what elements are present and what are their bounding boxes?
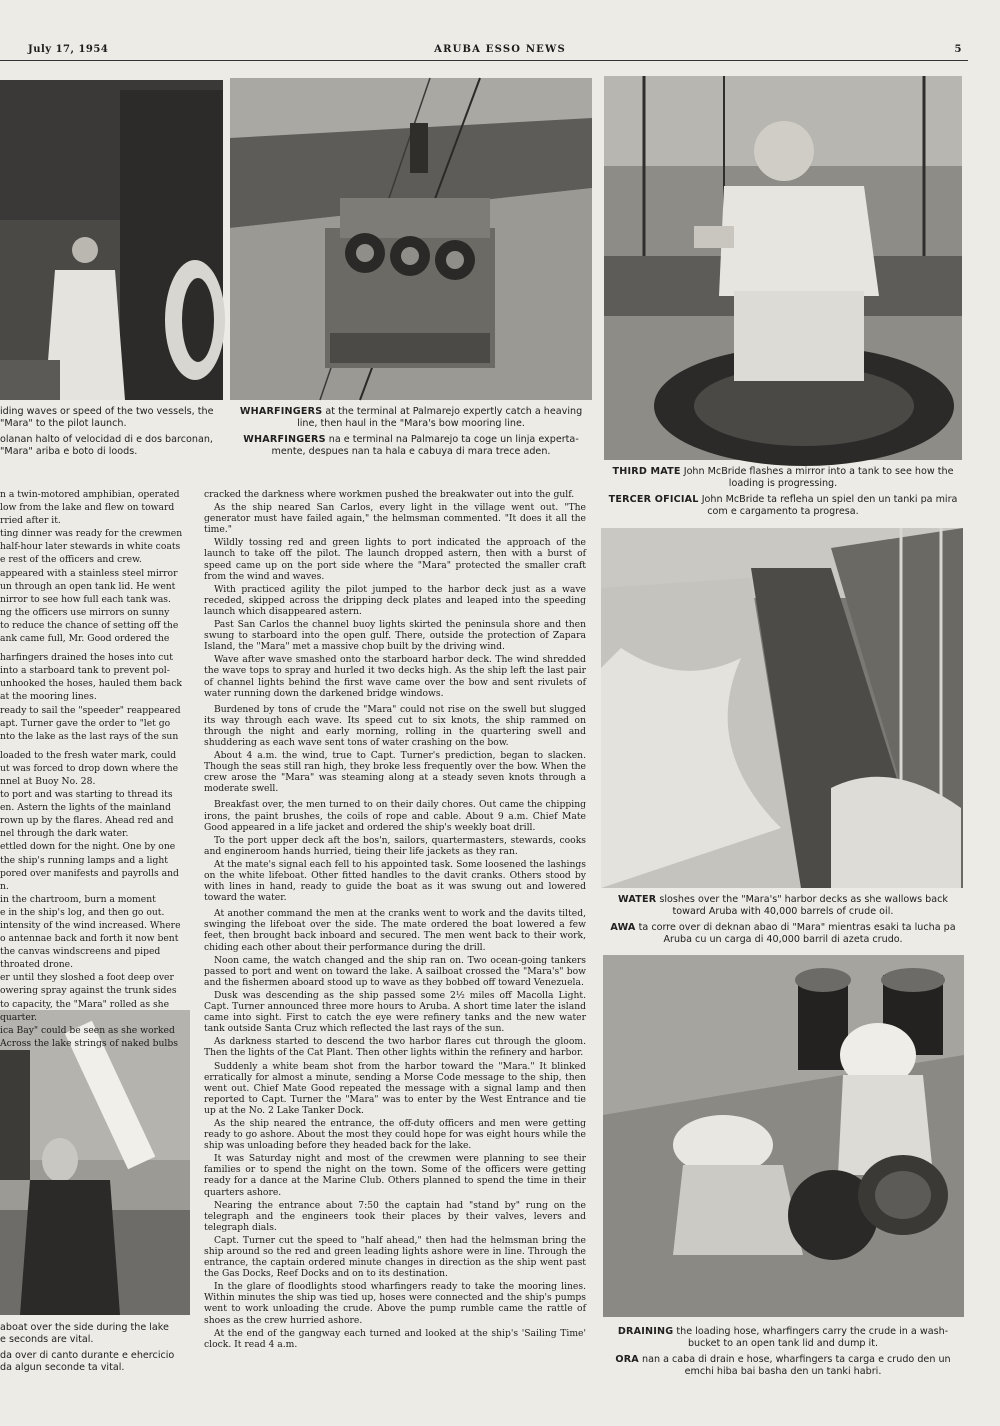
column-1-line: at the mooring lines. [0, 691, 97, 703]
column-2-paragraph: About 4 a.m. the wind, true to Capt. Turner's prediction, began to slacken. Though the seas still ran high, they broke less frequently over the bow. When the crew arose the "Mara" was steaming along at a steady seven knots through a moderate swell. [204, 750, 586, 795]
column-1-line: Across the lake strings of naked bulbs [0, 1037, 178, 1049]
caption-water [604, 894, 962, 950]
caption-draining-pap-lead: ORA [615, 1353, 639, 1365]
caption-pilot-launch-en-2: "Mara" to the pilot launch. [0, 418, 127, 430]
caption-wharfingers-pap-lead: WHARFINGERS [243, 433, 326, 445]
column-1-line: nel through the dark water. [0, 828, 129, 840]
caption-draining [604, 1326, 962, 1382]
caption-third-mate [604, 466, 962, 522]
column-2-paragraph: Burdened by tons of crude the "Mara" could not rise on the swell but slugged its way through each wave. Its speed cut to six knots, the ship rammed on through the night and early morning, rolling in the quartering swell and shuddering as each wave sent tons of water crashing on the bow. [204, 703, 586, 748]
column-2-paragraph: As darkness started to descend the two harbor flares cut through the gloom. Then the lights of the Cat Plant. Then other lights within the refinery and harbor. [204, 1036, 586, 1059]
caption-pilot-launch-en-1: iding waves or speed of the two vessels, the [0, 406, 214, 417]
issue-date: July 17, 1954 [28, 44, 109, 55]
column-1-line: n a twin-motored amphibian, operated [0, 489, 180, 500]
column-1-line: ica Bay" could be seen as she worked [0, 1024, 175, 1036]
column-1-line: into a starboard tank to prevent pol- [0, 665, 170, 677]
photo-pilot-launch [0, 80, 223, 400]
photo-wharfingers [230, 78, 592, 400]
column-2-paragraph: Wave after wave smashed onto the starboard harbor deck. The wind shredded the wave tops to spray and hurled it two decks high. As the ship left the last pair of channel lights behind the first wave came over the bow and sent rivulets of water running down the darkened bridge windows. [204, 654, 586, 699]
column-1-line: in the chartroom, burn a moment [0, 893, 156, 905]
column-1-line: ut was forced to drop down where the [0, 762, 179, 774]
column-2-paragraph: cracked the darkness where workmen pushed the breakwater out into the gulf. [204, 489, 575, 500]
column-2-paragraph: Wildly tossing red and green lights to port indicated the approach of the launch to take off the pilot. The launch dropped astern, then with a burst of speed came up on the port side where the "Mara" protected the smaller craft from the wind and waves. [204, 537, 586, 582]
caption-wharfingers [232, 406, 590, 462]
caption-wharfingers-en-lead: WHARFINGERS [239, 406, 323, 417]
caption-draining-pap: nan a caba di drain e hose, wharfingers ta carga e crudo den un emchi hiba bai basha den un tanki habri. [641, 1353, 951, 1378]
column-2-paragraph: In the glare of floodlights stood wharfingers ready to take the mooring lines. Within minutes the ship was tied up, hoses were connected and the ship's pumps went to work unloading the crude. Above the pump rumble came the rattle of shoes as the crew hurried ashore. [204, 1281, 586, 1326]
photo-third-mate [604, 76, 962, 460]
column-1-line: nnel at Buoy No. 28. [0, 775, 96, 787]
caption-third-mate-pap-lead: TERCER OFICIAL [608, 493, 699, 505]
caption-lifeboat-drill [0, 1322, 190, 1378]
column-1-line: intensity of the wind increased. Where [0, 920, 181, 931]
column-1-line: rown up by the flares. Ahead red and [0, 815, 174, 827]
column-1-line: en. Astern the lights of the mainland [0, 802, 171, 814]
column-1-line: unhooked the hoses, hauled them back [0, 678, 182, 690]
caption-wharfingers-en: at the terminal at Palmarejo expertly catch a heaving line, then haul in the "Mara's bow mooring line. [297, 406, 583, 430]
column-1-line: owering spray against the trunk sides [0, 985, 177, 997]
photo-lifeboat-drill [0, 1010, 190, 1315]
column-2-paragraph: As the ship neared San Carlos, every light in the village went out. "The generator must have failed again," the helmsman commented. "It does it all the time." [204, 502, 586, 536]
column-1-line: e in the ship's log, and then go out. [0, 906, 165, 918]
column-1-line: throated drone. [0, 959, 74, 971]
column-1-line: ettled down for the night. One by one [0, 841, 176, 853]
column-1-line: o antennae back and forth it now bent [0, 933, 179, 945]
column-2-paragraph: Suddenly a white beam shot from the harbor toward the "Mara." It blinked erratically for almost a minute, sending a Morse Code message to the ship, then went out. Chief Mate Good repeated the message with a signal lamp and then reported to Capt. Turner the "Mara" was to enter by the West Entrance and tie up at the No. 2 Lake Tanker Dock. [204, 1060, 586, 1116]
caption-water-pap: ta corre over di deknan abao di "Mara" mientras esaki ta lucha pa Aruba cu un carga di 40,000 barril di azeta crudo. [638, 921, 956, 946]
column-1-line: e rest of the officers and crew. [0, 554, 142, 566]
column-1-line: loaded to the fresh water mark, could [0, 749, 177, 761]
column-1-line: nto the lake as the last rays of the sun [0, 730, 179, 742]
column-2-paragraph: Dusk was descending as the ship passed some 2½ miles off Macolla Light. Capt. Turner announced three more hours to Aruba. A short time later the island came into sight. First to catch the eye were refinery tanks and the new water tank outside Santa Cruz which reflected the last rays of the sun. [204, 989, 586, 1035]
article-column-2 [204, 489, 586, 1409]
caption-lifeboat-pap-2: da algun seconde ta vital. [0, 1362, 125, 1374]
caption-pilot-launch-pap-2: "Mara" ariba e boto di loods. [0, 446, 138, 458]
column-1-line: n. [0, 880, 9, 892]
column-2-paragraph: At the end of the gangway each turned and looked at the ship's 'Sailing Time' clock. It read 4 a.m. [204, 1327, 586, 1350]
column-1-line: er until they sloshed a foot deep over [0, 972, 174, 984]
caption-pilot-launch-pap-1: olanan halto of velocidad di e dos barconan, [0, 433, 213, 445]
column-2-paragraph: Capt. Turner cut the speed to "half ahead," then had the helmsman bring the ship around so the red and green leading lights ashore were in line. Through the entrance, the captain ordered minute changes in direction as the ship went past the Gas Docks, Reef Docks and on to its destination. [204, 1234, 586, 1280]
photo-draining-hose [603, 955, 964, 1317]
page-number: 5 [954, 44, 962, 55]
column-1-line: harfingers drained the hoses into cut [0, 652, 173, 664]
column-1-line: ank came full, Mr. Good ordered the [0, 633, 170, 645]
article-column-1 [0, 489, 193, 1049]
header-rule [0, 60, 968, 61]
column-1-line: nirror to see how full each tank was. [0, 593, 171, 605]
column-1-line: appeared with a stainless steel mirror [0, 567, 178, 579]
column-1-line: quarter. [0, 1011, 38, 1023]
caption-wharfingers-pap: na e terminal na Palmarejo ta coge un linja experta-mente, despues nan ta hala e cabuya di mara trece aden. [271, 433, 579, 458]
column-2-paragraph: Past San Carlos the channel buoy lights skirted the peninsula shore and then swung to starboard into the open gulf. There, outside the protection of Zapara Island, the "Mara" met a massive chop built by the driving wind. [204, 619, 586, 653]
column-1-line: to reduce the chance of setting off the [0, 619, 179, 631]
caption-third-mate-pap: John McBride ta refleha un spiel den un tanki pa mira com e cargamento ta progresa. [701, 493, 958, 518]
newspaper-title: ARUBA ESSO NEWS [434, 44, 566, 55]
column-2-paragraph: At another command the men at the cranks went to work and the davits tilted, swinging the lifeboat over the side. The mate ordered the boat lowered a few feet, then brought back inboard and secured. The men went back to their work, chiding each other about their performance during the drill. [204, 908, 586, 953]
caption-lifeboat-pap-1: da over di canto durante e ehercicio [0, 1349, 175, 1361]
photo-water-on-deck [601, 528, 963, 888]
column-1-line: ng the officers use mirrors on sunny [0, 606, 170, 618]
column-2-paragraph: It was Saturday night and most of the crewmen were planning to see their families or to spend the night on the town. Some of the officers were getting ready for a dance at the Marine Club. Others planned to spend the time in their quarters ashore. [204, 1153, 586, 1198]
column-1-line: to capacity, the "Mara" rolled as she [0, 998, 170, 1010]
column-2-paragraph: Nearing the entrance about 7:50 the captain had "stand by" rung on the telegraph and the engineers took their places by their valves, levers and telegraph dials. [204, 1199, 586, 1233]
caption-pilot-launch [0, 406, 223, 462]
column-2-paragraph: With practiced agility the pilot jumped to the harbor deck just as a wave receded, skipped across the dripping deck plates and leaped into the speeding launch which disappeared astern. [204, 583, 586, 617]
column-1-line: the ship's running lamps and a light [0, 854, 168, 866]
caption-water-en: sloshes over the "Mara's" harbor decks as she wallows back toward Aruba with 40,000 barrels of crude oil. [659, 894, 948, 918]
column-1-line: pored over manifests and payrolls and [0, 867, 179, 879]
column-1-line: ready to sail the "speeder" reappeared [0, 704, 181, 716]
column-2-paragraph: As the ship neared the entrance, the off-duty officers and men were getting ready to go ashore. About the most they could hope for was eight hours while the ship was unloading before they headed back for the lake. [204, 1117, 586, 1152]
column-1-line: apt. Turner gave the order to "let go [0, 717, 171, 729]
column-2-paragraph: Noon came, the watch changed and the ship ran on. Two ocean-going tankers passed to port and went on toward the lake. A sailboat crossed the "Mara's" bow and the fishermen aboard stood up to wave as they bobbed off toward Venezuela. [204, 954, 586, 988]
column-1-line: to port and was starting to thread its [0, 789, 173, 801]
caption-draining-en: the loading hose, wharfingers carry the crude in a wash-bucket to an open tank lid and dump it. [676, 1326, 949, 1350]
column-2-paragraph: At the mate's signal each fell to his appointed task. Some loosened the lashings on the white lifeboat. Other fitted handles to the davit cranks. Others stood by with lines in hand, ready to guide the boat as it was swung out and lowered toward the water. [204, 858, 586, 904]
column-2-paragraph: To the port upper deck aft the bos'n, sailors, quartermasters, stewards, cooks and engineroom hands hurried, tieing their life jackets as they ran. [204, 834, 586, 857]
column-1-line: rried after it. [0, 515, 61, 527]
caption-draining-en-lead: DRAINING [617, 1326, 674, 1337]
caption-lifeboat-en-1: aboat over the side during the lake [0, 1322, 169, 1333]
column-1-line: ting dinner was ready for the crewmen [0, 528, 183, 540]
column-1-line: low from the lake and flew on toward [0, 502, 175, 514]
caption-lifeboat-en-2: e seconds are vital. [0, 1334, 94, 1346]
caption-third-mate-en: John McBride flashes a mirror into a tank to see how the loading is progressing. [683, 466, 954, 490]
column-1-line: the canvas windscreens and piped [0, 946, 161, 958]
caption-third-mate-en-lead: THIRD MATE [612, 466, 681, 477]
column-1-line: un through an open tank lid. He went [0, 580, 176, 592]
column-1-line: half-hour later stewards in white coats [0, 541, 181, 553]
caption-water-pap-lead: AWA [610, 921, 636, 933]
column-2-paragraph: Breakfast over, the men turned to on their daily chores. Out came the chipping irons, the paint brushes, the coils of rope and cable. About 9 a.m. Chief Mate Good appeared in a life jacket and ordered the ship's weekly boat drill. [204, 799, 586, 833]
caption-water-en-lead: WATER [618, 894, 657, 905]
